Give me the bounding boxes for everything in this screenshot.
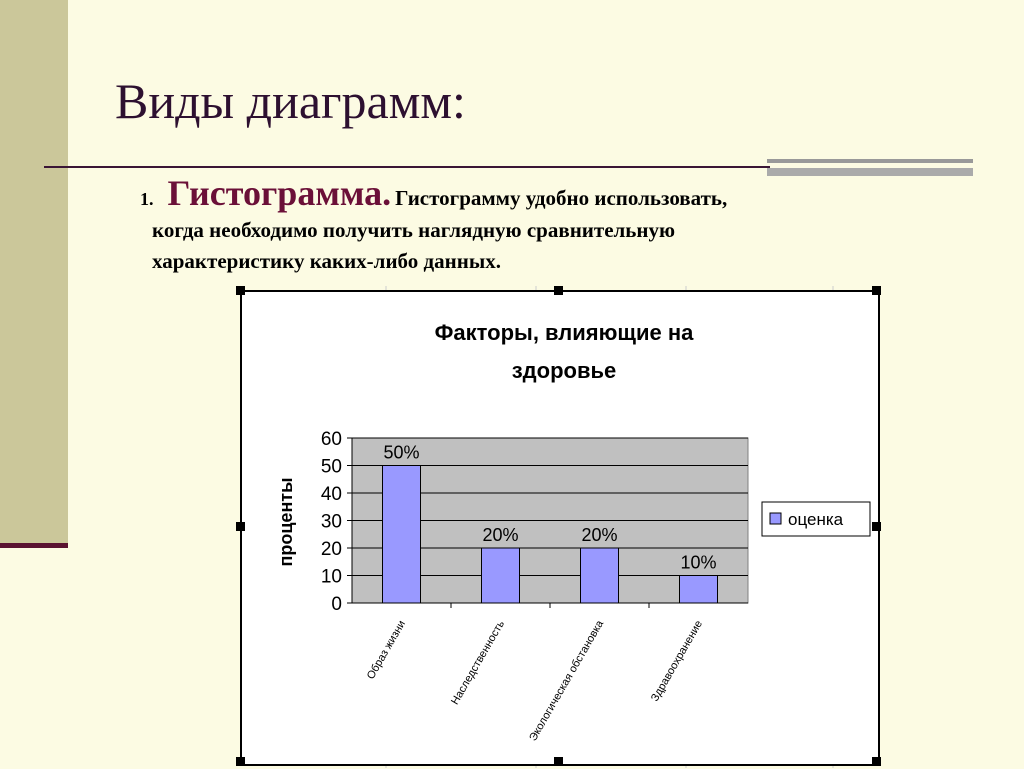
x-category-label: Здравоохранение	[649, 618, 706, 704]
y-tick-label: 50	[320, 456, 342, 478]
body-text-line-3: характеристику каких-либо данных.	[152, 249, 502, 273]
selection-handle[interactable]	[236, 286, 245, 295]
bar	[680, 576, 718, 604]
plot-area	[321, 429, 748, 743]
legend	[762, 502, 870, 536]
body-text-line-1: Гистограмму удобно использовать,	[395, 186, 728, 210]
bar	[482, 548, 520, 603]
selection-handle[interactable]	[872, 522, 881, 531]
chart-title-line-2: здоровье	[511, 358, 617, 383]
selection-handle[interactable]	[872, 286, 881, 295]
side-accent-underline	[0, 543, 68, 548]
y-tick-label: 10	[320, 566, 342, 588]
body-text-line-2: когда необходимо получить наглядную сравнительную	[152, 218, 676, 242]
y-tick-label: 40	[320, 484, 342, 505]
body-line-1	[140, 172, 1000, 214]
y-tick-label: 0	[331, 594, 342, 615]
bar-chart	[242, 292, 878, 764]
legend-swatch	[770, 513, 781, 524]
title-divider	[44, 166, 770, 168]
bar	[581, 548, 619, 603]
item-number: 1.	[140, 189, 154, 209]
slide-title: Виды диаграмм:	[115, 73, 466, 129]
x-category-label: Наследственность	[449, 618, 508, 707]
bar	[383, 466, 421, 604]
selection-handle[interactable]	[236, 757, 245, 766]
y-tick-label: 30	[320, 511, 342, 533]
data-label: 10%	[680, 552, 717, 573]
chart-title-line-1: Факторы, влияющие на	[434, 320, 694, 345]
y-tick-label: 60	[320, 429, 342, 450]
legend-label: оценка	[788, 510, 844, 529]
x-category-label: Экологическая обстановка	[527, 618, 607, 744]
data-label: 20%	[581, 525, 618, 545]
selection-handle[interactable]	[872, 757, 881, 766]
selection-handle[interactable]	[236, 522, 245, 531]
title-divider-accent-top	[767, 159, 973, 163]
y-axis-label: проценты	[276, 477, 296, 567]
side-accent-bar	[0, 0, 68, 545]
chart-object[interactable]	[240, 290, 880, 766]
data-label: 20%	[482, 525, 519, 545]
item-term: Гистограмма.	[167, 173, 392, 213]
y-tick-label: 20	[320, 539, 342, 560]
x-category-label: Образ жизни	[364, 618, 409, 682]
selection-handle[interactable]	[554, 286, 563, 295]
data-label: 50%	[383, 442, 420, 463]
selection-handle[interactable]	[554, 757, 563, 766]
slide-body	[140, 172, 1000, 276]
